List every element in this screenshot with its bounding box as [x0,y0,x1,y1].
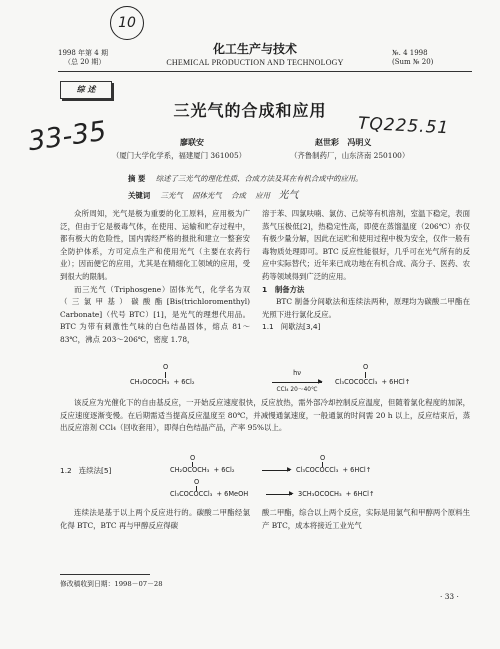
handwritten-page-range: 33-35 [26,115,109,158]
journal-title-cn: 化工生产与技术 [212,42,297,56]
keywords-text: 三光气 固体光气 合成 应用 [160,191,271,200]
journal-title-en: CHEMICAL PRODUCTION AND TECHNOLOGY [166,58,344,67]
section-label-box [60,81,112,99]
section-heading: 1 制备方法 [262,284,305,294]
issue-info-left: 1998 年第 4 期 （总 20 期） [58,49,108,66]
paragraph: BTC 制备分间歇法和连续法两种，原理均为碳酸二甲酯在光照下进行氯化反应。 [262,297,470,319]
paragraph: 而三光气（Triphosgene）固体光气，化学名为双（三氯甲基）碳酸酯[Bis(trichloromenthyl) Carbonate]（代号 BTC）[1]，是光气的理想代用品。BTC 为带有刺激性气味的白色结晶固体，熔点 81～83℃，沸点 203～206℃，密度 1.78， [60,284,250,344]
equation-3 [170,478,470,506]
author-left: 廖联安 [180,137,204,147]
condition-bottom: CCl₄ 20～40℃ [276,387,318,393]
handwritten-circle-number: 10 [110,6,144,40]
equation-1 [130,363,470,395]
affiliation-right: （齐鲁制药厂，山东济南 250100） [290,151,410,160]
section-label: 综 述 [76,85,96,94]
bottom-right-column [262,507,470,532]
product: 3CH₃OCOCH₃ + 6HCl↑ [298,490,375,498]
subsection-heading-1-2: 1.2 连续法[5] [60,466,112,475]
issue-info-right: №. 4 1998 (Sum № 20) [392,49,434,66]
product: Cl₃COCOCCl₃ + 6HCl↑ [296,466,372,474]
left-column [60,208,250,347]
abstract-text: 综述了三光气的理化性质、合成方法及其在有机合成中的应用。 [155,174,363,183]
journal-title [140,42,370,68]
carbonyl-o: O [363,363,369,371]
paragraph: 酸二甲酯，综合以上两个反应，实际是用氯气和甲醇两个原料生产 BTC，成本将接近工业光气 [262,508,470,530]
affiliation-left: （厦门大学化学系，福建厦门 361005） [112,151,247,160]
reaction-arrow [272,382,322,383]
paragraph: 溶于苯、四氯呋喃、氯仿、己烷等有机溶剂，室温下稳定，表面蒸气压极低[2]，热稳定性高，即使在蒸馏温度（206℃）亦仅有极少量分解，因此在运贮和使用过程中极为安全，仅作一般有毒物质处理即可。BTC 反应性能很好，几乎可在光气所有的反应中实际替代；近年来已成功地在有机合成、高分子、医药、农药等领域得到广泛的应用。 [262,209,470,281]
page-number: · 33 · [440,592,459,601]
handwritten-keyword: 光气 [278,190,299,201]
author-right: 赵世彩 冯明义 [315,137,372,147]
header-rule [58,71,472,72]
abstract [128,173,468,184]
arrow-head: ▶ [289,490,294,497]
right-column [262,208,470,334]
carbonyl-o: O [320,454,326,462]
subsection-heading: 1.1 间歇法[3,4] [262,322,321,332]
carbonyl-o: O [190,454,196,462]
carbonyl-o: O [194,478,200,486]
condition-top: hν [293,369,301,377]
abstract-label: 摘 要 [128,174,146,183]
paragraph: 连续法是基于以上两个反应进行的。碳酸二甲酯经氯化得 BTC，BTC 再与甲醇反应得碳 [60,508,250,530]
keywords-label: 关键词 [128,191,151,200]
carbonyl-o: O [163,363,169,371]
footnote: 修改稿收到日期：1998－07－28 [60,580,163,588]
article-title: 三光气的合成和应用 [173,101,327,120]
reactant: CH₃OCOCH₃ + 6Cl₂ [130,378,195,386]
footnote-rule [60,574,150,575]
paragraph: 该反应为光催化下的自由基反应，一开始反应速度很快，反应放热，需外部冷却控制反应温度，但随着氯化程度的加深，反应速度逐渐变慢。在后期需适当提高反应温度至 80℃，并减慢通氯速度，一般通氯的时间需 20 h 以上，反应结束后，蒸出反应溶剂 CCl₄（回收套用），即得白色结晶产品，产率 95%以上。 [60,398,470,433]
product: Cl₃COCOCCl₃ + 6HCl↑ [335,378,411,386]
reactant: Cl₃COCOCCl₃ + 6MeOH [170,490,249,498]
reaction-arrow [262,470,290,471]
keywords [128,186,468,201]
arrow-head: ▶ [318,378,323,385]
arrow-head: ▶ [287,466,292,473]
handwritten-classification-number: TQ225.51 [357,113,450,139]
bottom-left-column [60,507,250,532]
paragraph: 众所周知，光气是极为重要的化工原料，应用极为广泛，但由于它是极毒气体，在使用、运输和贮存过程中，都有极大的危险性，国内需经严格的报批和建立一整套安全防护体系，方可定点生产和使用光气（主要在农药行业）；因而便它的应用，尤其是在精细化工领域的应用，受到很大的限制。 [60,209,250,281]
reaction-description [60,397,470,435]
reactant: CH₂OCOCH₃ + 6Cl₂ [170,466,235,474]
